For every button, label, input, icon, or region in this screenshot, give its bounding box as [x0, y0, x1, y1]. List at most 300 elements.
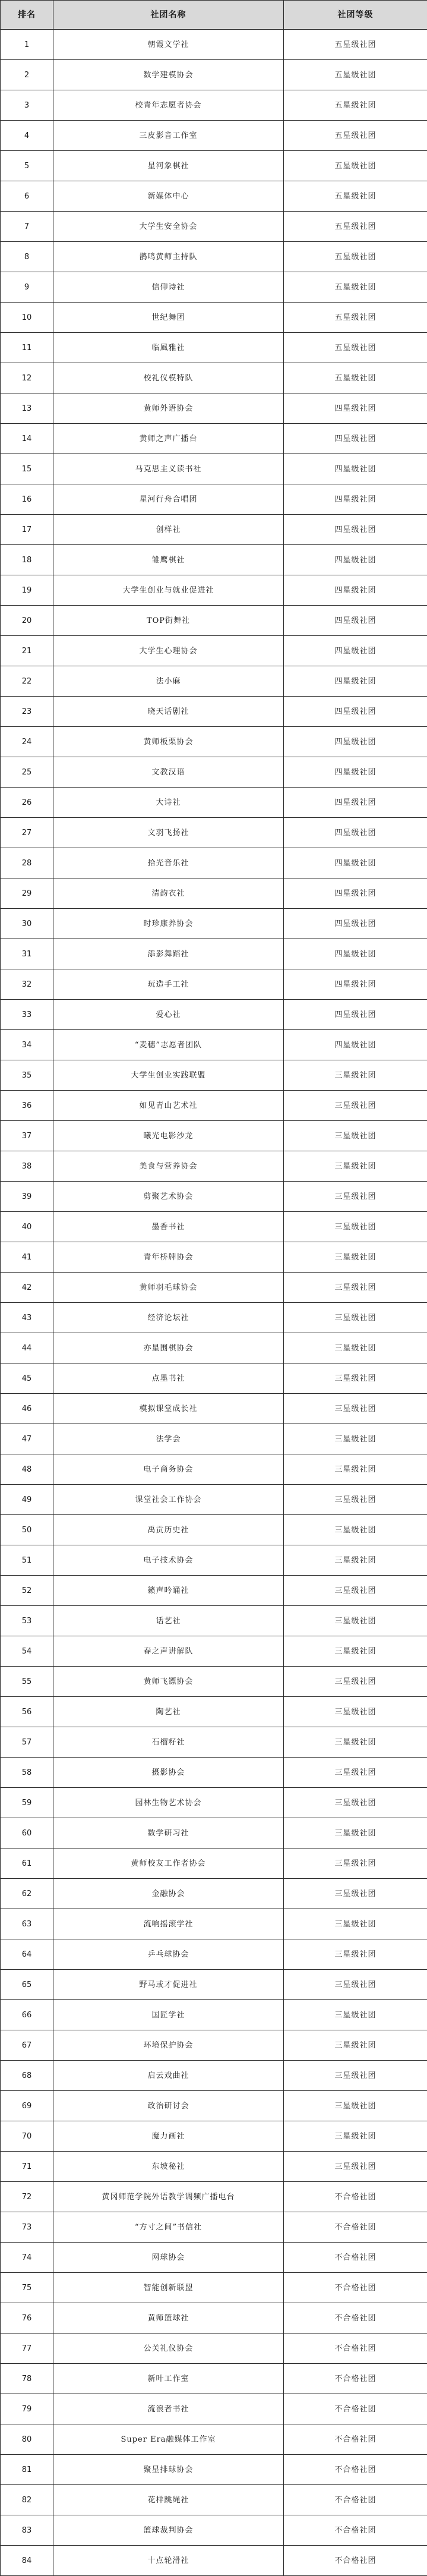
club-name-cell: 大学生创业实践联盟: [53, 1060, 284, 1091]
rank-cell: 80: [1, 2424, 53, 2455]
club-grade-cell: 四星级社团: [284, 666, 427, 697]
club-grade-cell: 三星级社团: [284, 1515, 427, 1545]
table-row: [1, 1333, 427, 1363]
table-row: [1, 636, 427, 666]
club-name-cell: 黄师羽毛球协会: [53, 1273, 284, 1303]
table-row: [1, 151, 427, 181]
rank-cell: 4: [1, 121, 53, 151]
club-grade-cell: 四星级社团: [284, 424, 427, 454]
table-row: [1, 1909, 427, 1939]
rank-cell: 17: [1, 515, 53, 545]
rank-cell: 39: [1, 1182, 53, 1212]
rank-cell: 68: [1, 2061, 53, 2091]
club-grade-cell: 四星级社团: [284, 1030, 427, 1060]
table-row: [1, 2424, 427, 2455]
club-name-cell: 法学会: [53, 1424, 284, 1454]
table-row: [1, 788, 427, 818]
club-name-cell: 墨香书社: [53, 1212, 284, 1242]
rank-cell: 79: [1, 2394, 53, 2424]
club-name-cell: 文教汉语: [53, 757, 284, 788]
club-grade-cell: 不合格社团: [284, 2212, 427, 2243]
club-name-cell: 乒乓球协会: [53, 1939, 284, 1970]
club-grade-cell: 三星级社团: [284, 2121, 427, 2152]
club-grade-cell: 三星级社团: [284, 1545, 427, 1576]
rank-cell: 19: [1, 575, 53, 606]
rank-cell: 18: [1, 545, 53, 575]
club-grade-cell: 五星级社团: [284, 181, 427, 212]
rank-cell: 73: [1, 2212, 53, 2243]
table-row: [1, 2212, 427, 2243]
club-grade-cell: 三星级社团: [284, 1485, 427, 1515]
table-row: [1, 606, 427, 636]
club-grade-cell: 三星级社团: [284, 1303, 427, 1333]
rank-cell: 13: [1, 393, 53, 424]
club-grade-cell: 四星级社团: [284, 909, 427, 939]
rank-cell: 45: [1, 1363, 53, 1394]
club-grade-cell: 五星级社团: [284, 90, 427, 121]
club-grade-cell: 不合格社团: [284, 2303, 427, 2333]
table-row: [1, 727, 427, 757]
club-grade-cell: 不合格社团: [284, 2424, 427, 2455]
rank-cell: 52: [1, 1576, 53, 1606]
table-row: [1, 1758, 427, 1788]
club-grade-cell: 四星级社团: [284, 697, 427, 727]
club-name-cell: 十点轮滑社: [53, 2546, 284, 2576]
club-name-cell: 黄冈师范学院外语教学调频广播电台: [53, 2182, 284, 2212]
rank-cell: 9: [1, 272, 53, 303]
club-grade-cell: 四星级社团: [284, 484, 427, 515]
club-grade-cell: 三星级社团: [284, 2091, 427, 2121]
header-club-grade: 社团等级: [284, 1, 427, 30]
club-grade-cell: 三星级社团: [284, 1363, 427, 1394]
club-grade-cell: 三星级社团: [284, 1636, 427, 1667]
club-grade-cell: 四星级社团: [284, 1000, 427, 1030]
rank-cell: 1: [1, 30, 53, 60]
club-grade-cell: 三星级社团: [284, 1848, 427, 1879]
rank-cell: 57: [1, 1727, 53, 1758]
club-name-cell: 星河象棋社: [53, 151, 284, 181]
club-name-cell: 公关礼仪协会: [53, 2333, 284, 2364]
rank-cell: 36: [1, 1091, 53, 1121]
rank-cell: 14: [1, 424, 53, 454]
club-grade-cell: 五星级社团: [284, 121, 427, 151]
club-grade-cell: 三星级社团: [284, 1182, 427, 1212]
rank-cell: 50: [1, 1515, 53, 1545]
rank-cell: 3: [1, 90, 53, 121]
club-name-cell: 拾光音乐社: [53, 848, 284, 878]
club-grade-cell: 不合格社团: [284, 2182, 427, 2212]
club-name-cell: 信仰诗社: [53, 272, 284, 303]
club-name-cell: 金融协会: [53, 1879, 284, 1909]
rank-cell: 63: [1, 1909, 53, 1939]
rank-cell: 5: [1, 151, 53, 181]
club-grade-cell: 三星级社团: [284, 1424, 427, 1454]
table-row: [1, 363, 427, 393]
club-grade-cell: 三星级社团: [284, 1121, 427, 1151]
rank-cell: 43: [1, 1303, 53, 1333]
club-name-cell: 如见青山艺术社: [53, 1091, 284, 1121]
rank-cell: 38: [1, 1151, 53, 1182]
club-name-cell: 新叶工作室: [53, 2364, 284, 2394]
club-grade-cell: 五星级社团: [284, 30, 427, 60]
club-name-cell: 校礼仪模特队: [53, 363, 284, 393]
table-row: [1, 393, 427, 424]
club-name-cell: 黄师之声广播台: [53, 424, 284, 454]
club-grade-cell: 四星级社团: [284, 545, 427, 575]
rank-cell: 46: [1, 1394, 53, 1424]
rank-cell: 27: [1, 818, 53, 848]
club-grade-cell: 四星级社团: [284, 727, 427, 757]
club-grade-cell: 三星级社团: [284, 1576, 427, 1606]
club-name-cell: 黄师校友工作者协会: [53, 1848, 284, 1879]
club-name-cell: 大学生安全协会: [53, 212, 284, 242]
header-club-name: 社团名称: [53, 1, 284, 30]
club-grade-cell: 不合格社团: [284, 2243, 427, 2273]
rank-cell: 35: [1, 1060, 53, 1091]
rank-cell: 66: [1, 2000, 53, 2030]
table-row: [1, 1727, 427, 1758]
rank-cell: 31: [1, 939, 53, 969]
table-header: [1, 1, 427, 30]
header-row: [1, 1, 427, 30]
table-row: [1, 2152, 427, 2182]
table-row: [1, 1697, 427, 1727]
rank-cell: 49: [1, 1485, 53, 1515]
club-grade-cell: 五星级社团: [284, 60, 427, 90]
rank-cell: 61: [1, 1848, 53, 1879]
club-name-cell: 法小麻: [53, 666, 284, 697]
club-name-cell: 临風雅社: [53, 333, 284, 363]
rank-cell: 6: [1, 181, 53, 212]
table-row: [1, 1030, 427, 1060]
table-row: [1, 1545, 427, 1576]
rank-cell: 83: [1, 2515, 53, 2546]
club-grade-cell: 不合格社团: [284, 2515, 427, 2546]
club-grade-cell: 不合格社团: [284, 2394, 427, 2424]
club-grade-cell: 三星级社团: [284, 1818, 427, 1848]
table-row: [1, 2394, 427, 2424]
rank-cell: 75: [1, 2273, 53, 2303]
table-row: [1, 424, 427, 454]
club-grade-cell: 三星级社团: [284, 1667, 427, 1697]
club-name-cell: 世纪舞团: [53, 303, 284, 333]
club-name-cell: 春之声讲解队: [53, 1636, 284, 1667]
rank-cell: 58: [1, 1758, 53, 1788]
club-name-cell: 政治研讨会: [53, 2091, 284, 2121]
rank-cell: 76: [1, 2303, 53, 2333]
club-name-cell: 智能创新联盟: [53, 2273, 284, 2303]
club-name-cell: 园林生物艺术协会: [53, 1788, 284, 1818]
club-name-cell: 花样跳绳社: [53, 2485, 284, 2515]
rank-cell: 23: [1, 697, 53, 727]
rank-cell: 42: [1, 1273, 53, 1303]
rank-cell: 20: [1, 606, 53, 636]
rank-cell: 34: [1, 1030, 53, 1060]
table-row: [1, 212, 427, 242]
table-row: [1, 1970, 427, 2000]
table-row: [1, 303, 427, 333]
rank-cell: 24: [1, 727, 53, 757]
club-name-cell: 摄影协会: [53, 1758, 284, 1788]
club-grade-cell: 三星级社团: [284, 1242, 427, 1273]
club-grade-cell: 五星级社团: [284, 151, 427, 181]
club-name-cell: 课堂社会工作协会: [53, 1485, 284, 1515]
rank-cell: 11: [1, 333, 53, 363]
club-name-cell: 禹贡历史社: [53, 1515, 284, 1545]
rank-cell: 25: [1, 757, 53, 788]
rank-cell: 48: [1, 1454, 53, 1485]
table-row: [1, 272, 427, 303]
table-row: [1, 757, 427, 788]
rank-cell: 26: [1, 788, 53, 818]
club-name-cell: 数学研习社: [53, 1818, 284, 1848]
club-grade-cell: 三星级社团: [284, 1909, 427, 1939]
table-row: [1, 2273, 427, 2303]
club-name-cell: 玩造手工社: [53, 969, 284, 1000]
club-grade-cell: 四星级社团: [284, 788, 427, 818]
rank-cell: 70: [1, 2121, 53, 2152]
club-name-cell: 电子技术协会: [53, 1545, 284, 1576]
club-name-cell: 时珍康养协会: [53, 909, 284, 939]
table-row: [1, 1879, 427, 1909]
table-row: [1, 2000, 427, 2030]
club-name-cell: 魔力画社: [53, 2121, 284, 2152]
club-grade-cell: 不合格社团: [284, 2546, 427, 2576]
rank-cell: 32: [1, 969, 53, 1000]
club-name-cell: 大学生心理协会: [53, 636, 284, 666]
table-body: [1, 30, 427, 2576]
club-grade-cell: 五星级社团: [284, 303, 427, 333]
table-row: [1, 1303, 427, 1333]
club-grade-cell: 三星级社团: [284, 1394, 427, 1424]
table-row: [1, 818, 427, 848]
club-grade-cell: 不合格社团: [284, 2273, 427, 2303]
club-grade-cell: 三星级社团: [284, 1091, 427, 1121]
table-row: [1, 121, 427, 151]
rank-cell: 8: [1, 242, 53, 272]
club-name-cell: 大学生创业与就业促进社: [53, 575, 284, 606]
club-name-cell: Super Era融媒体工作室: [53, 2424, 284, 2455]
rank-cell: 78: [1, 2364, 53, 2394]
club-name-cell: 石榴籽社: [53, 1727, 284, 1758]
table-row: [1, 1636, 427, 1667]
club-name-cell: 聚星排球协会: [53, 2455, 284, 2485]
rank-cell: 51: [1, 1545, 53, 1576]
table-row: [1, 1939, 427, 1970]
club-name-cell: 雏鹰棋社: [53, 545, 284, 575]
rank-cell: 33: [1, 1000, 53, 1030]
club-name-cell: 青年桥牌协会: [53, 1242, 284, 1273]
rank-cell: 60: [1, 1818, 53, 1848]
table-row: [1, 1363, 427, 1394]
rank-cell: 71: [1, 2152, 53, 2182]
club-grade-cell: 三星级社团: [284, 1333, 427, 1363]
club-name-cell: 星河行舟合唱团: [53, 484, 284, 515]
club-name-cell: 黄师外语协会: [53, 393, 284, 424]
club-grade-cell: 五星级社团: [284, 363, 427, 393]
table-row: [1, 697, 427, 727]
table-row: [1, 90, 427, 121]
club-name-cell: TOP街舞社: [53, 606, 284, 636]
club-name-cell: 校青年志愿者协会: [53, 90, 284, 121]
rank-cell: 74: [1, 2243, 53, 2273]
table-row: [1, 1848, 427, 1879]
club-name-cell: 点墨书社: [53, 1363, 284, 1394]
table-row: [1, 333, 427, 363]
table-row: [1, 1060, 427, 1091]
club-name-cell: 网球协会: [53, 2243, 284, 2273]
club-name-cell: 数学建模协会: [53, 60, 284, 90]
rank-cell: 22: [1, 666, 53, 697]
rank-cell: 41: [1, 1242, 53, 1273]
rank-cell: 67: [1, 2030, 53, 2061]
club-name-cell: 清韵衣社: [53, 878, 284, 909]
table-row: [1, 1788, 427, 1818]
club-grade-cell: 三星级社团: [284, 1970, 427, 2000]
table-row: [1, 666, 427, 697]
club-grade-cell: 三星级社团: [284, 2152, 427, 2182]
rank-cell: 53: [1, 1606, 53, 1636]
table-row: [1, 1242, 427, 1273]
rank-cell: 40: [1, 1212, 53, 1242]
club-grade-cell: 不合格社团: [284, 2455, 427, 2485]
rank-cell: 37: [1, 1121, 53, 1151]
club-name-cell: 话艺社: [53, 1606, 284, 1636]
club-name-cell: 篮球裁判协会: [53, 2515, 284, 2546]
club-name-cell: 新媒体中心: [53, 181, 284, 212]
club-grade-cell: 不合格社团: [284, 2485, 427, 2515]
club-grade-cell: 三星级社团: [284, 2030, 427, 2061]
club-grade-cell: 五星级社团: [284, 242, 427, 272]
club-name-cell: 国匠学社: [53, 2000, 284, 2030]
club-grade-cell: 三星级社团: [284, 1697, 427, 1727]
table-row: [1, 1000, 427, 1030]
club-name-cell: 黄师板栗协会: [53, 727, 284, 757]
club-name-cell: 创样社: [53, 515, 284, 545]
club-grade-cell: 三星级社团: [284, 1939, 427, 1970]
club-name-cell: 野马或才促进社: [53, 1970, 284, 2000]
rank-cell: 72: [1, 2182, 53, 2212]
table-row: [1, 1121, 427, 1151]
rank-cell: 77: [1, 2333, 53, 2364]
rank-cell: 12: [1, 363, 53, 393]
rank-cell: 84: [1, 2546, 53, 2576]
club-grade-cell: 五星级社团: [284, 272, 427, 303]
table-row: [1, 1273, 427, 1303]
rank-cell: 69: [1, 2091, 53, 2121]
club-name-cell: 曦光电影沙龙: [53, 1121, 284, 1151]
club-grade-cell: 五星级社团: [284, 212, 427, 242]
table-row: [1, 1818, 427, 1848]
table-row: [1, 1576, 427, 1606]
club-grade-cell: 三星级社团: [284, 2061, 427, 2091]
table-row: [1, 1091, 427, 1121]
rank-cell: 81: [1, 2455, 53, 2485]
club-grade-cell: 三星级社团: [284, 1788, 427, 1818]
club-grade-cell: 不合格社团: [284, 2364, 427, 2394]
rank-cell: 21: [1, 636, 53, 666]
table-row: [1, 2546, 427, 2576]
club-grade-cell: 三星级社团: [284, 1758, 427, 1788]
club-name-cell: 美食与营养协会: [53, 1151, 284, 1182]
table-row: [1, 2303, 427, 2333]
club-name-cell: 晓天话剧社: [53, 697, 284, 727]
table-row: [1, 2061, 427, 2091]
table-row: [1, 2364, 427, 2394]
club-name-cell: “麦穗”志愿者团队: [53, 1030, 284, 1060]
table-row: [1, 2121, 427, 2152]
table-row: [1, 30, 427, 60]
club-name-cell: 模拟课堂成长社: [53, 1394, 284, 1424]
table-row: [1, 939, 427, 969]
club-grade-cell: 三星级社团: [284, 2000, 427, 2030]
rank-cell: 55: [1, 1667, 53, 1697]
club-name-cell: 爱心社: [53, 1000, 284, 1030]
table-row: [1, 2182, 427, 2212]
club-grade-cell: 四星级社团: [284, 575, 427, 606]
club-grade-cell: 三星级社团: [284, 1212, 427, 1242]
club-name-cell: 陶艺社: [53, 1697, 284, 1727]
club-name-cell: 剪聚艺术协会: [53, 1182, 284, 1212]
club-grade-cell: 三星级社团: [284, 1727, 427, 1758]
table-row: [1, 878, 427, 909]
table-row: [1, 575, 427, 606]
club-grade-cell: 四星级社团: [284, 969, 427, 1000]
club-name-cell: 籁声吟诵社: [53, 1576, 284, 1606]
club-name-cell: 环境保护协会: [53, 2030, 284, 2061]
table-row: [1, 2455, 427, 2485]
rank-cell: 30: [1, 909, 53, 939]
rank-cell: 47: [1, 1424, 53, 1454]
club-grade-cell: 四星级社团: [284, 939, 427, 969]
club-grade-cell: 三星级社团: [284, 1273, 427, 1303]
table-row: [1, 1151, 427, 1182]
club-name-cell: 马克思主义读书社: [53, 454, 284, 484]
club-grade-cell: 四星级社团: [284, 393, 427, 424]
rank-cell: 15: [1, 454, 53, 484]
rank-cell: 82: [1, 2485, 53, 2515]
table-row: [1, 1485, 427, 1515]
table-row: [1, 1182, 427, 1212]
club-grade-cell: 三星级社团: [284, 1879, 427, 1909]
club-name-cell: 三皮影音工作室: [53, 121, 284, 151]
club-grade-cell: 四星级社团: [284, 636, 427, 666]
club-grade-cell: 不合格社团: [284, 2333, 427, 2364]
rank-cell: 56: [1, 1697, 53, 1727]
header-rank: 排名: [1, 1, 53, 30]
rank-cell: 65: [1, 1970, 53, 2000]
club-name-cell: 亦星围棋协会: [53, 1333, 284, 1363]
table-row: [1, 969, 427, 1000]
club-grade-cell: 四星级社团: [284, 606, 427, 636]
rank-cell: 29: [1, 878, 53, 909]
club-grade-cell: 三星级社团: [284, 1606, 427, 1636]
club-name-cell: 流浪者书社: [53, 2394, 284, 2424]
table-row: [1, 545, 427, 575]
rank-cell: 54: [1, 1636, 53, 1667]
club-name-cell: 添影舞蹈社: [53, 939, 284, 969]
club-name-cell: 东坡秘社: [53, 2152, 284, 2182]
club-grade-cell: 四星级社团: [284, 454, 427, 484]
club-grade-cell: 三星级社团: [284, 1060, 427, 1091]
rank-cell: 44: [1, 1333, 53, 1363]
club-grade-cell: 四星级社团: [284, 878, 427, 909]
table-row: [1, 909, 427, 939]
club-grade-cell: 四星级社团: [284, 818, 427, 848]
table-row: [1, 454, 427, 484]
table-row: [1, 60, 427, 90]
club-grade-cell: 四星级社团: [284, 515, 427, 545]
